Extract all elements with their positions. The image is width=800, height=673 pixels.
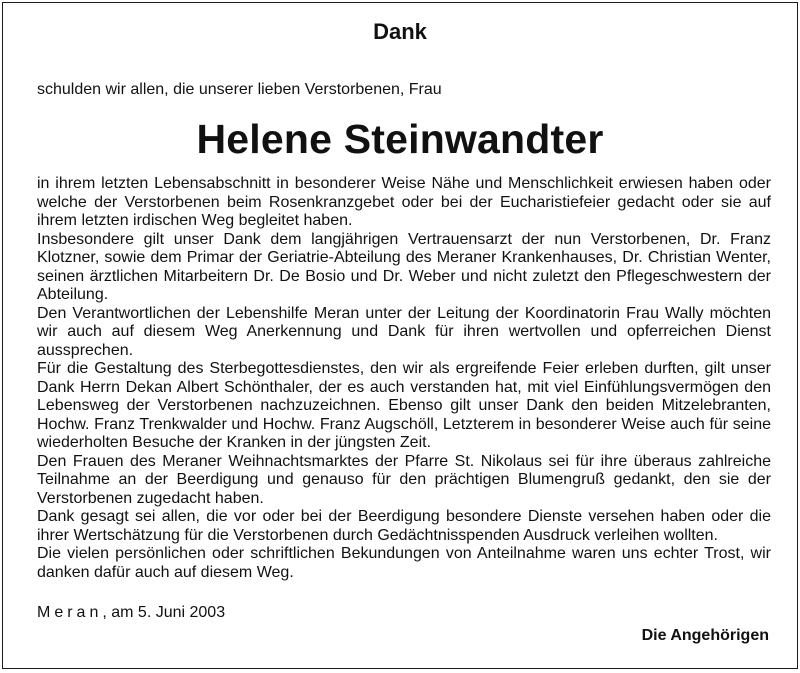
paragraph-1: in ihrem letzten Lebensabschnitt in besonderer Weise Nähe und Menschlichkeit erwiesen haben oder welche der Verstorbenen beim Rosenkranzgebet oder bei der Eucharistiefeier gedacht oder sie auf ihrem letzten irdischen Weg begleitet haben. (37, 175, 771, 229)
notice-date: , am 5. Juni 2003 (102, 604, 226, 621)
place-name: Meran (37, 604, 103, 621)
paragraph-2: Insbesondere gilt unser Dank dem langjährigen Vertrauensarzt der nun Verstorbenen, Dr. Franz Klotzner, sowie dem Primar der Geriatrie-Abteilung des Meraner Krankenhauses, Dr. Christian Wenter, seinen ärztlichen Mitarbeitern Dr. De Bosio und Dr. Weber und nicht zuletzt den Pflegeschwestern der Abteilung. (37, 230, 771, 303)
obituary-notice (2, 2, 798, 669)
paragraph-5: Den Frauen des Meraner Weihnachtsmarktes der Pfarre St. Nikolaus sei für ihre überaus zahlreiche Teilnahme an der Beerdigung und genauso für den prächtigen Blumengruß gedankt, den sie der Verstorbenen zugedacht haben. (37, 452, 771, 507)
notice-heading: Dank (373, 19, 427, 44)
paragraph-6: Dank gesagt sei allen, die vor oder bei der Beerdigung besondere Dienste versehen haben oder die ihrer Wertschätzung für die Verstorbenen durch Gedächtnisspenden Ausdruck verleihen wollten. (37, 508, 771, 544)
place-date-line (37, 603, 225, 623)
paragraph-7: Die vielen persönlichen oder schriftlichen Bekundungen von Anteilnahme waren uns echter Trost, wir danken dafür auch auf diesem Weg. (37, 545, 771, 581)
paragraph-3: Den Verantwortlichen der Lebenshilfe Meran unter der Leitung der Koordinatorin Frau Wally möchten wir auch auf diesem Weg Anerkennung und Dank für ihren wertvollen und opferreichen Dienst aussprechen. (37, 304, 771, 359)
paragraph-4: Für die Gestaltung des Sterbegottesdienstes, den wir als ergreifende Feier erleben durften, gilt unser Dank Herrn Dekan Albert Schönthaler, der es auch verstanden hat, mit viel Einfühlungsvermögen den Lebensweg der Verstorbenen nachzuzeichnen. Ebenso gilt unser Dank den beiden Mitzelebranten, Hochw. Franz Trenkwalder und Hochw. Franz Augschöll, Letzterem in besonderer Weise auch für seine wiederholten Besuche der Kranken in der jüngsten Zeit. (37, 360, 771, 451)
intro-line: schulden wir allen, die unserer lieben Verstorbenen, Frau (37, 81, 442, 98)
notice-body (37, 175, 771, 582)
deceased-name: Helene Steinwandter (196, 116, 604, 162)
signoff: Die Angehörigen (641, 627, 769, 644)
